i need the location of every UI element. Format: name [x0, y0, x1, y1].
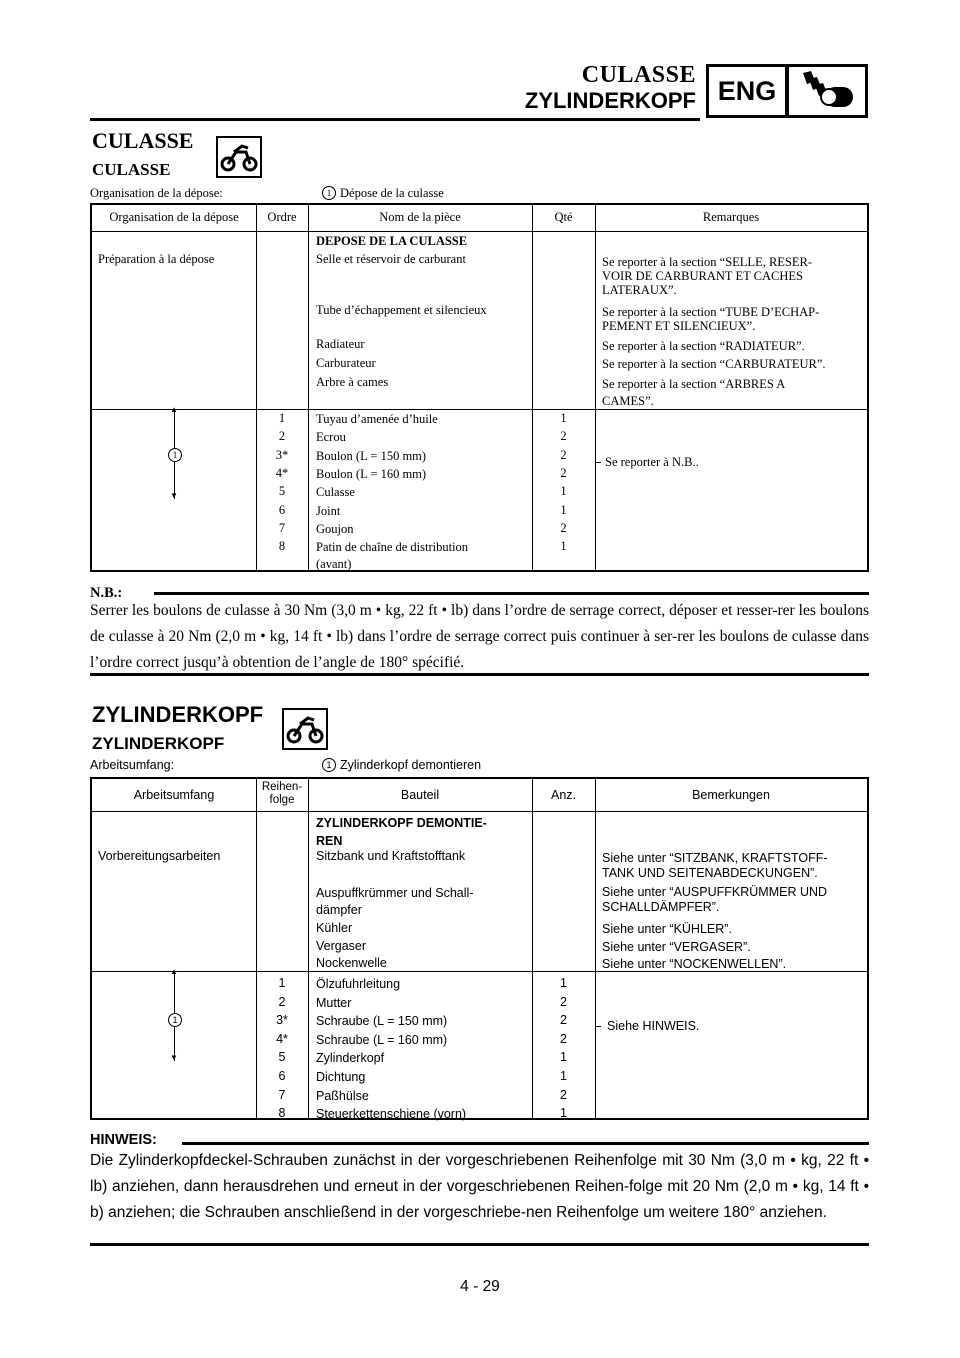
- fr-col-header: Ordre: [267, 210, 297, 224]
- part-qty: 1: [560, 1106, 567, 1121]
- step-marker: 1: [322, 186, 336, 200]
- fr-prep-name: Radiateur: [316, 337, 365, 351]
- de-prep-name: Sitzbank und Kraftstofftank: [316, 849, 466, 863]
- part-order: 8: [278, 1106, 286, 1121]
- part-qty: 1: [560, 1050, 567, 1065]
- fr-note-label: N.B.:: [90, 585, 123, 601]
- part-order: 1: [278, 976, 286, 990]
- part-order: 7: [278, 520, 286, 535]
- de-prep-remark: Siehe unter “SITZBANK, KRAFTSTOFF- TANK UND SEITENABDECKUNGEN”.: [602, 851, 828, 880]
- arrow-head-up: ▲: [170, 967, 178, 976]
- part-name: Joint: [316, 503, 341, 518]
- note-rule: [182, 1142, 869, 1145]
- engine-icon: [786, 64, 868, 118]
- de-prep-remark: Siehe unter “VERGASER”.: [602, 940, 751, 954]
- motorcycle-icon: [216, 136, 262, 178]
- fr-prep-remark: Se reporter à la section “RADIATEUR”.: [602, 339, 805, 353]
- fr-prep-remark: Se reporter à la section “ARBRES A CAMES”.: [602, 377, 786, 408]
- eng-badge: ENG: [706, 64, 788, 118]
- de-prep-remark: Siehe unter “KÜHLER”.: [602, 922, 732, 936]
- header-title-de: ZYLINDERKOPF: [524, 88, 696, 113]
- fr-col-header: Nom de la pièce: [379, 210, 461, 224]
- page-number: 4 - 29: [460, 1278, 500, 1295]
- part-name: Steuerkettenschiene (vorn): [316, 1107, 467, 1122]
- fr-organisation-label: Organisation de la dépose:: [90, 186, 223, 200]
- part-name: Dichtung: [316, 1070, 366, 1084]
- fr-col-header: Remarques: [702, 210, 760, 224]
- arrow-head-up: ▲: [170, 405, 178, 414]
- fr-organisation-value: [322, 186, 444, 201]
- de-prep-name: Auspuffkrümmer und Schall- dämpfer: [316, 886, 474, 917]
- part-order: 8: [278, 539, 286, 554]
- part-name: Ölzufuhrleitung: [316, 977, 401, 991]
- de-prep-name: Nockenwelle: [316, 956, 387, 970]
- part-name: Goujon: [316, 521, 354, 536]
- fr-organisation-text: Dépose de la culasse: [340, 186, 444, 200]
- fr-prep-remark: Se reporter à la section “SELLE, RESER- VOIR DE CARBURANT ET CACHES LATERAUX”.: [602, 255, 813, 297]
- part-name: Tuyau d’amenée d’huile: [316, 412, 438, 426]
- arrow-head-down: ▼: [170, 491, 178, 500]
- fr-prep-name: Carburateur: [316, 356, 376, 370]
- part-order: 7: [278, 1087, 286, 1102]
- part-order: 1: [278, 411, 286, 425]
- note-bottom-rule: [90, 1243, 869, 1246]
- part-name: Culasse: [316, 485, 355, 500]
- fr-col-header: Qté: [554, 210, 573, 224]
- de-removal-table: [90, 777, 869, 1120]
- de-organisation-label: Arbeitsumfang:: [90, 758, 175, 772]
- fr-col-header: Organisation de la dépose: [109, 210, 239, 224]
- part-name: Boulon (L = 150 mm): [316, 448, 427, 463]
- part-name: Boulon (L = 160 mm): [316, 466, 427, 481]
- fr-removal-table: [90, 203, 869, 572]
- de-note-text: Die Zylinderkopfdeckel-Schrauben zunächst in der vorgeschriebenen Reihenfolge mit 30 Nm (3,0 m • kg, 22 ft • lb) anziehen, dann herausdrehen und erneut in der vorgeschriebenen Reihen-folge mit 20 Nm (2,0 m • kg, 14 ft • b) anziehen; die Schrauben anschließend in der vorgeschriebe-nen Reihenfolge um weitere 180° anziehen.: [90, 1152, 869, 1221]
- part-order: 2: [278, 429, 286, 444]
- part-qty: 2: [560, 447, 567, 462]
- fr-prep-name: Selle et réservoir de carburant: [316, 252, 466, 266]
- part-qty: 2: [560, 994, 567, 1009]
- de-section-title: ZYLINDERKOPF: [92, 702, 264, 727]
- part-order: 3*: [275, 447, 289, 462]
- motorcycle-icon: [282, 708, 328, 750]
- fr-note-text: Serrer les boulons de culasse à 30 Nm (3,0 m • kg, 22 ft • lb) dans l’ordre de serrage correct, déposer et resser-rer les boulons de culasse à 20 Nm (2,0 m • kg, 14 ft • lb) dans l’ordre de serrage correct puis continuer à ser-rer les boulons de culasse dans l’ordre correct jusqu’à obtention de l’angle de 180° spécifié.: [90, 602, 869, 671]
- part-order: 6: [278, 502, 286, 517]
- fr-prep-label: Préparation à la dépose: [98, 252, 215, 266]
- de-col-header: Bauteil: [400, 788, 440, 802]
- part-name: Paßhülse: [316, 1088, 369, 1103]
- part-qty: 2: [560, 1031, 567, 1046]
- arrow-head-down: ▼: [170, 1053, 178, 1062]
- de-parts-remark: Siehe HINWEIS.: [607, 1019, 700, 1033]
- part-qty: 2: [560, 465, 567, 480]
- fr-section-subtitle: CULASSE: [92, 160, 171, 179]
- de-prep-name: Vergaser: [316, 939, 367, 953]
- de-prep-remark: Siehe unter “NOCKENWELLEN”.: [602, 957, 787, 971]
- part-name: Zylinderkopf: [316, 1051, 385, 1066]
- part-qty: 1: [560, 1069, 567, 1083]
- part-order: 2: [278, 994, 286, 1009]
- note-bottom-rule: [90, 673, 869, 676]
- part-qty: 2: [560, 520, 567, 535]
- de-prep-remark: Siehe unter “AUSPUFFKRÜMMER UND SCHALLDÄMPFER”.: [602, 885, 828, 914]
- fr-prep-remark: Se reporter à la section “CARBURATEUR”.: [602, 357, 826, 371]
- part-qty: 1: [560, 502, 567, 517]
- part-qty: 1: [560, 976, 567, 990]
- step-marker: 1: [322, 758, 336, 772]
- part-name: Schraube (L = 160 mm): [316, 1032, 448, 1047]
- de-organisation-value: [322, 758, 481, 772]
- de-col-header: Reihen- folge: [261, 781, 303, 806]
- de-prep-label: Vorbereitungsarbeiten: [98, 849, 221, 863]
- fr-prep-remark: Se reporter à la section “TUBE D’ECHAP- PEMENT ET SILENCIEUX”.: [602, 305, 820, 333]
- fr-section-title: CULASSE: [92, 128, 194, 153]
- de-col-header: Anz.: [550, 788, 576, 802]
- de-prep-name: Kühler: [316, 921, 353, 935]
- part-order: 5: [278, 484, 286, 499]
- part-qty: 1: [560, 484, 567, 499]
- header-title-fr: CULASSE: [581, 62, 696, 88]
- part-order: 4*: [276, 1031, 288, 1046]
- fr-prep-heading: DEPOSE DE LA CULASSE: [316, 234, 468, 248]
- step-marker: 1: [168, 448, 182, 462]
- part-name: Ecrou: [316, 430, 346, 445]
- part-name: Schraube (L = 150 mm): [316, 1014, 448, 1029]
- part-qty: 2: [560, 429, 567, 444]
- part-qty: 2: [560, 1087, 567, 1102]
- part-qty: 1: [560, 539, 567, 554]
- de-section-subtitle: ZYLINDERKOPF: [92, 734, 225, 753]
- de-col-header: Arbeitsumfang: [133, 788, 215, 802]
- fr-parts-remark: Se reporter à N.B..: [605, 455, 699, 469]
- part-qty: 1: [560, 411, 567, 425]
- de-prep-heading: ZYLINDERKOPF DEMONTIE- REN: [316, 816, 487, 848]
- fr-prep-name: Tube d’échappement et silencieux: [316, 303, 487, 317]
- header-rule: [90, 118, 700, 121]
- part-order: 6: [278, 1069, 286, 1083]
- part-order: 4*: [275, 465, 289, 480]
- de-col-header: Bemerkungen: [692, 788, 770, 802]
- note-rule: [154, 592, 869, 595]
- de-note-label: HINWEIS:: [90, 1132, 157, 1148]
- de-organisation-text: Zylinderkopf demontieren: [340, 758, 482, 772]
- step-marker: 1: [168, 1013, 182, 1027]
- part-name: Mutter: [316, 995, 352, 1010]
- remark-brace: [595, 1017, 596, 1037]
- part-order: 5: [278, 1050, 286, 1065]
- part-qty: 2: [560, 1013, 567, 1028]
- fr-prep-name: Arbre à cames: [316, 375, 389, 389]
- part-name: Patin de chaîne de distribution (avant): [316, 540, 469, 572]
- part-order: 3*: [276, 1013, 288, 1028]
